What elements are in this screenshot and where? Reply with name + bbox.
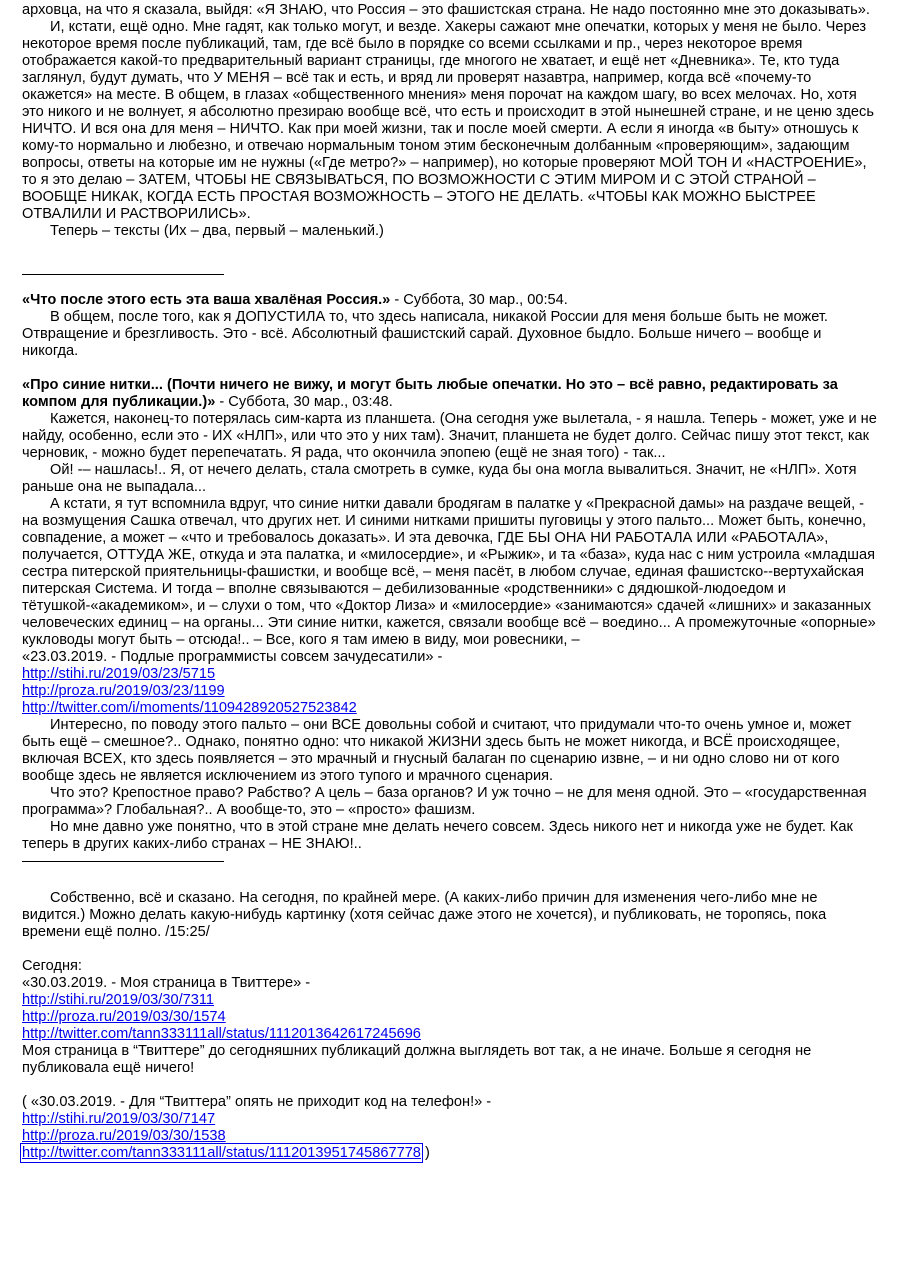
section-header-threads	[22, 377, 878, 411]
paragraph-texts-intro: Теперь – тексты (Их – два, первый – маленький.)	[50, 223, 384, 239]
link-block-heading: ( «30.03.2019. - Для “Твиттера” опять не приходит код на телефон!» -	[22, 1094, 492, 1110]
link-twitter[interactable]: http://twitter.com/tann333111all/status/1112013951745867778	[22, 1145, 421, 1161]
paragraph-serfdom: Что это? Крепостное право? Рабство? А цель – база органов? И уж точно – не для меня одной. Это – «государственная программа»? Глобальная?.. А вообще-то, это – «просто» фашизм.	[22, 785, 867, 818]
link-proza[interactable]: http://proza.ru/2019/03/30/1538	[22, 1128, 226, 1144]
spacer	[22, 879, 878, 890]
section-meta: - Суббота, 30 мар., 00:54.	[390, 292, 568, 308]
link-stihi[interactable]: http://stihi.ru/2019/03/30/7147	[22, 1111, 216, 1127]
link-twitter[interactable]: http://twitter.com/i/moments/1109428920527523842	[22, 700, 357, 716]
section-title: «Про синие нитки... (Почти ничего не вижу, и могут быть любые опечатки. Но это – всё равно, редактировать за компом для публикации.)»	[22, 377, 838, 410]
paragraph-twitter-note: Моя страница в “Твиттере” до сегодняшних публикаций должна выглядеть вот так, а не иначе. Больше я сегодня не публиковала ещё ничего!	[22, 1043, 812, 1076]
section-title: «Что после этого есть эта ваша хвалёная Россия.»	[22, 292, 391, 308]
link-stihi[interactable]: http://stihi.ru/2019/03/30/7311	[22, 992, 215, 1008]
link-proza[interactable]: http://proza.ru/2019/03/30/1574	[22, 1009, 226, 1025]
link-block-heading: «23.03.2019. - Подлые программисты совсем зачудесатили» -	[22, 649, 443, 665]
link-proza[interactable]: http://proza.ru/2019/03/23/1199	[22, 683, 225, 699]
paragraph-hackers: И, кстати, ещё одно. Мне гадят, как только могут, и везде. Хакеры сажают мне опечатки, которых у меня не было. Через некоторое время после публикаций, там, где всё было в порядке со всеми ссылками и пр., через некоторое время отображается какой-то предварительный вариант страницы, где многого не хватает, и ещё нет «Дневника». Те, кто туда заглянул, будут думать, что У МЕНЯ – всё так и есть, и вряд ли проверят назавтра, например, когда всё «почему-то окажется» на месте. В общем, в глазах «общественного мнения» меня порочат на каждом шагу, во всех мелочах. Но, хотя это никого и не волнует, я абсолютно презираю вообще всё, что есть и происходит в этой нынешней стране, и не ценю здесь НИЧТО. И вся она для меня – НИЧТО. Как при моей жизни, так и после моей смерти. А если я иногда «в быту» отношусь к кому-то нормально и любезно, и отвечаю нормальным тоном этим бесконечным долбанным «проверяющим», задающим вопросы, ответы на которые им не нужны («Где метро?» – например), но которые проверяют МОЙ ТОН И «НАСТРОЕНИЕ», то я это делаю – ЗАТЕМ, ЧТОБЫ НЕ СВЯЗЫВАТЬСЯ, ПО ВОЗМОЖНОСТИ С ЭТИМ МИРОМ И С ЭТОЙ СТРАНОЙ – ВООБЩЕ НИКАК, КОГДА ЕСТЬ ПРОСТАЯ ВОЗМОЖНОСТЬ – ЭТОГО НЕ ДЕЛАТЬ. «ЧТОБЫ КАК МОЖНО БЫСТРЕЕ ОТВАЛИЛИ И РАСТВОРИЛИСЬ».	[22, 19, 874, 222]
closing-paren: )	[420, 1145, 430, 1161]
paragraph-russia-body: В общем, после того, как я ДОПУСТИЛА то, что здесь написала, никакой России для меня больше быть не может. Отвращение и брезгливость. Это - всё. Абсолютный фашистский сарай. Духовное быдло. Больше ничего – вообще и никогда.	[22, 309, 828, 359]
paragraph-found: Ой! -– нашлась!.. Я, от нечего делать, стала смотреть в сумке, куда бы она могла вывалиться. Значит, не «НЛП». Хотя раньше она не выпадала...	[22, 462, 857, 495]
spacer	[22, 240, 878, 257]
paragraph-summary: Собственно, всё и сказано. На сегодня, по крайней мере. (А каких-либо причин для изменения чего-либо мне не видится.) Можно делать какую-нибудь картинку (хотя сейчас даже этого не хочется), и публиковать, не торопясь, пока времени ещё полно. /15:25/	[22, 890, 827, 940]
paragraph-country: Но мне давно уже понятно, что в этой стране мне делать нечего совсем. Здесь никого нет и никогда уже не будет. Как теперь в других каких-либо странах – НЕ ЗНАЮ!..	[22, 819, 853, 852]
paragraph-simcard: Кажется, наконец-то потерялась сим-карта из планшета. (Она сегодня уже вылетала, - я нашла. Теперь - может, уже и не найду, особенно, если это - ИХ «НЛП», или что это у них там). Значит, планшета не будет долго. Сейчас пишу этот текст, как черновик, - можно будет перепечатать. Я рада, что окончила эпопею (ещё не зная того) - так...	[22, 411, 877, 461]
spacer	[22, 275, 878, 292]
paragraph-coat: Интересно, по поводу этого пальто – они ВСЕ довольны собой и считают, что придумали что-то очень умное и, может быть ещё – смешное?.. Однако, понятно одно: что никакой ЖИЗНИ здесь быть не может никогда, и ВСЁ происходящее, включая ВСЕХ, кто здесь появляется – это мрачный и гнусный балаган по сценарию извне, – и ни одно слово ни от кого вообще здесь не является исключением из этого тупого и мрачного сценария.	[22, 717, 852, 784]
section-meta: - Суббота, 30 мар., 03:48.	[215, 394, 393, 410]
link-twitter[interactable]: http://twitter.com/tann333111all/status/1112013642617245696	[22, 1026, 421, 1042]
section-header-russia	[22, 292, 878, 309]
spacer	[22, 862, 878, 879]
today-label: Сегодня:	[22, 958, 82, 974]
spacer	[22, 360, 878, 377]
spacer	[22, 1077, 878, 1094]
paragraph-blue-threads: А кстати, я тут вспомнила вдруг, что синие нитки давали бродягам в палатке у «Прекрасной дамы» на раздаче вещей, - на возмущения Сашка отвечал, что других нет. И синими нитками пришиты пуговицы у этого пальто... Может быть, конечно, совпадение, а может – «что и требовалось доказать». И эта девочка, ГДЕ БЫ ОНА НИ РАБОТАЛА ИЛИ «РАБОТАЛА», получается, ОТТУДА ЖЕ, откуда и эта палатка, и «милосердие», и «Рыжик», и та «база», куда нас с ним устроила «младшая сестра питерской приятельницы-фашистки, и вообще всё, – меня пасёт, в любом случае, единая фашистско--вертухайская питерская Система. И тогда – вполне связываются – дебилизованные «родственники» с дядюшкой-людоедом и тётушкой-«академиком», и – слухи о том, что «Доктор Лиза» и «милосердие» «занимаются» сдачей «лишних» и заказанных человеческих единиц – на органы... Эти синие нитки, кажется, связали вообще всё – воедино... А промежуточные «опорные» кукловоды могут быть – отсюда!.. – Все, кого я там имею в виду, мои ровесники, –	[22, 496, 876, 648]
spacer	[22, 257, 878, 274]
link-block-heading: «30.03.2019. - Моя страница в Твиттере» -	[22, 975, 311, 991]
spacer	[22, 853, 878, 861]
paragraph-intro-tail: арховца, на что я сказала, выйдя: «Я ЗНАЮ, что Россия – это фашистская страна. Не надо постоянно мне это доказывать».	[22, 2, 870, 18]
link-stihi[interactable]: http://stihi.ru/2019/03/23/5715	[22, 666, 216, 682]
spacer	[22, 941, 878, 958]
